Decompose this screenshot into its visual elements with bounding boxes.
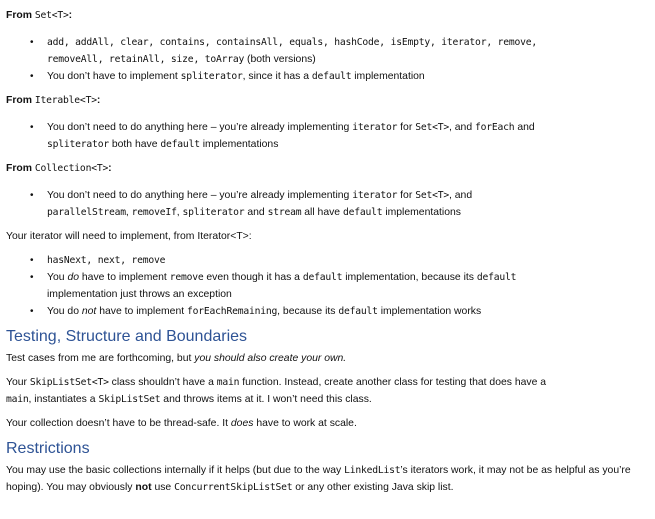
code: remove [169,272,204,283]
code: default [476,272,517,283]
code: forEach [475,122,515,133]
text: implementation [354,71,425,82]
text: have to work at scale. [256,418,357,429]
code: LinkedList [344,465,401,476]
text: You don’t have to implement [47,71,178,82]
text: Your collection doesn’t have to be thread-safe. It [6,418,229,429]
text: You may use the basic collections internally if it helps (but due to the way [6,465,342,476]
code: default [302,272,343,283]
collection-bullet-list [6,187,655,221]
text: You don’t need to do anything here – you’re already implementing [47,190,350,201]
set-bullet-list [6,34,655,85]
text: implementation, because its [345,272,474,283]
emphasis: does [230,418,254,429]
list-item [6,303,655,320]
text: and [517,122,535,133]
code: spliterator [182,207,245,218]
bullet-icon: • [30,71,34,82]
code: Set<T> [415,190,449,201]
testing-paragraph-1 [6,350,655,367]
iterator-intro: Your iterator will need to implement, from Iterator<T>: [6,231,252,242]
text: , and [448,190,473,201]
text: and [247,207,265,218]
text: function. Instead, create another class for testing that does have a [242,377,547,388]
iterator-bullet-list [6,252,655,320]
code: spliterator [180,71,243,82]
bullet-icon: • [30,272,34,283]
list-item [6,68,655,85]
text: implementation works [380,306,482,317]
bullet-icon: • [30,37,34,48]
methods-list: removeAll, retainAll, size, toArray [47,54,245,65]
bullet-icon: • [30,122,34,133]
text: implementation just throws an exception [47,289,232,300]
text: You [47,272,65,283]
testing-paragraph-2 [6,374,655,408]
note: (both versions) [247,54,316,65]
text: both have [111,139,158,150]
text: You don’t need to do anything here – you’re already implementing [47,122,350,133]
text: for [400,190,413,201]
list-item [6,34,655,68]
bullet-icon: • [30,190,34,201]
text: , instantiates a [28,394,96,405]
from-label: From [6,163,32,174]
iterable-bullet-list [6,119,655,153]
testing-paragraph-3 [6,415,655,432]
text: You do [47,306,79,317]
text: , [176,207,180,218]
emphasis: not [81,306,97,317]
code: SkipListSet<T> [29,377,109,388]
text: and throws items at it. I won’t need this class. [163,394,372,405]
code: ConcurrentSkipListSet [174,482,293,493]
code: parallelStream [47,207,126,218]
text: use [154,482,172,493]
type-name: Iterable<T> [34,95,97,106]
emphasis: do [67,272,79,283]
colon: : [108,163,112,174]
code: default [338,306,378,317]
text: , because its [277,306,336,317]
text: Your [6,377,27,388]
from-iterable-heading [6,92,655,109]
text: ’s iterators work, it may not be as helpful as you’re hoping). You may obviously [6,465,631,493]
code: default [160,139,200,150]
code: spliterator [47,139,109,150]
text: , since it has a [242,71,310,82]
code: default [311,71,352,82]
colon: : [68,10,73,21]
text: for [400,122,413,133]
text: even though it has a [206,272,300,283]
code: main [216,377,240,388]
code: iterator [352,122,398,133]
list-item [6,252,655,269]
text: all have [304,207,341,218]
from-collection-heading [6,160,655,177]
from-label: From [6,95,32,106]
code: removeIf [131,207,177,218]
testing-heading: Testing, Structure and Boundaries [6,328,248,345]
code: default [342,207,383,218]
code: Set<T> [415,122,449,133]
code: iterator [352,190,398,201]
code: SkipListSet [98,394,161,405]
bullet-icon: • [30,255,34,266]
text: , and [448,122,473,133]
code: forEachRemaining [187,306,278,317]
strong-text: not [135,482,152,493]
restrictions-paragraph [6,462,655,496]
methods-list: add, addAll, clear, contains, containsAll, equals, hashCode, isEmpty, iterator, remove, [47,37,538,48]
colon: : [96,95,101,106]
list-item [6,187,655,221]
type-name: Set<T> [34,10,69,21]
list-item [6,119,655,153]
restrictions-heading: Restrictions [6,440,90,457]
code: main [6,394,29,405]
bullet-icon: • [30,306,34,317]
text: or any other existing Java skip list. [295,482,454,493]
text: have to implement [81,272,167,283]
text: class shouldn’t have a [111,377,214,388]
methods-list: hasNext, next, remove [47,255,166,266]
text: Test cases from me are forthcoming, but [6,353,192,364]
text: , [125,207,129,218]
text: implementations [385,207,461,218]
from-set-heading [6,7,655,24]
list-item [6,269,655,303]
type-name: Collection<T> [34,163,109,174]
from-label: From [6,10,32,21]
code: stream [267,207,302,218]
emphasis: you should also create your own. [194,353,347,364]
text: implementations [202,139,279,150]
text: have to implement [99,306,185,317]
